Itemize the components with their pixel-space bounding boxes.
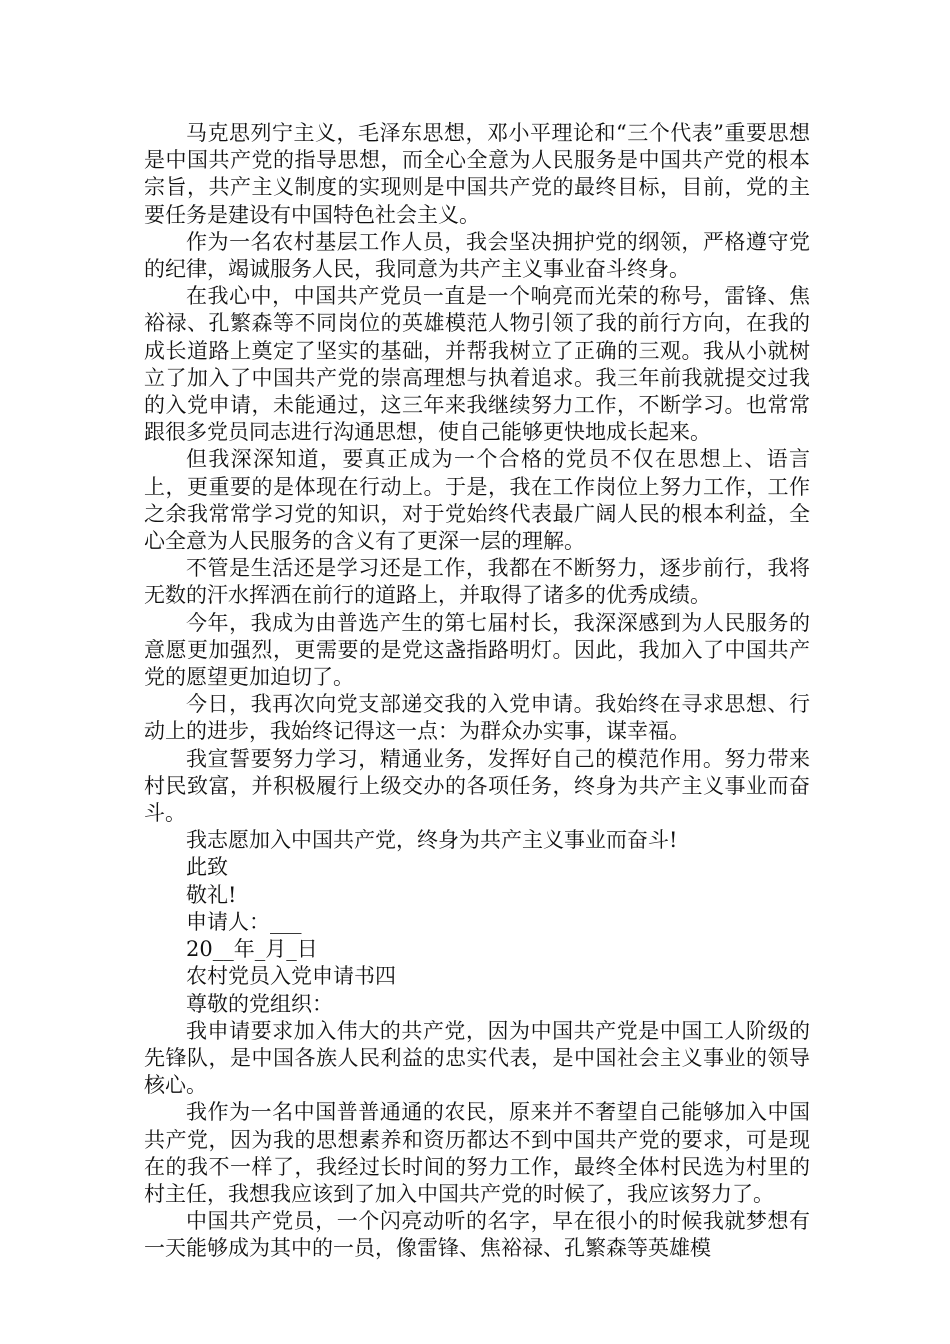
paragraph-submit-application: 今日，我再次向党支部递交我的入党申请。我始终在寻求思想、行动上的进步，我始终记得这一点：为群众办实事，谋幸福。 (144, 692, 810, 744)
paragraph-ordinary-farmer: 我作为一名中国普普通通的农民，原来并不奢望自己能够加入中国共产党，因为我的思想素养和资历都达不到中国共产党的要求，可是现在的我不一样了，我经过长时间的努力工作，最终全体村民选为村里的村主任，我想我应该到了加入中国共产党的时候了，我应该努力了。 (144, 1100, 810, 1206)
paragraph-pledge: 我宣誓要努力学习，精通业务，发挥好自己的模范作用。努力带来村民致富，并积极履行上级交办的各项任务，终身为共产主义事业而奋斗。 (144, 746, 810, 826)
closing-respect: 敬礼! (186, 882, 237, 907)
closing-salutation: 此致 (186, 855, 228, 880)
greeting-line: 尊敬的党组织： (186, 991, 333, 1016)
document-page (144, 120, 810, 1263)
applicant-line: 申请人：___ (186, 909, 302, 934)
date-line: 20__年_月_日 (186, 937, 318, 962)
section-title: 农村党员入党申请书四 (186, 964, 396, 989)
closing-vow: 我志愿加入中国共产党，终身为共产主义事业而奋斗! (186, 828, 678, 853)
paragraph-action: 但我深深知道，要真正成为一个合格的党员不仅在思想上、语言上，更重要的是体现在行动上。于是，我在工作岗位上努力工作，工作之余我常常学习党的知识，对于党始终代表最广阔人民的根本利益，全心全意为人民服务的含义有了更深一层的理解。 (144, 447, 810, 554)
paragraph-effort: 不管是生活还是学习还是工作，我都在不断努力，逐步前行，我将无数的汗水挥洒在前行的道路上，并取得了诸多的优秀成绩。 (144, 556, 810, 608)
paragraph-request-join: 我申请要求加入伟大的共产党，因为中国共产党是中国工人阶级的先锋队，是中国各族人民利益的忠实代表，是中国社会主义事业的领导核心。 (144, 1018, 810, 1098)
paragraph-village-head: 今年，我成为由普选产生的第七届村长，我深深感到为人民服务的意愿更加强烈，更需要的是党这盏指路明灯。因此，我加入了中国共产党的愿望更加迫切了。 (144, 610, 810, 690)
paragraph-support-program: 作为一名农村基层工作人员，我会坚决拥护党的纲领，严格遵守党的纪律，竭诚服务人民，我同意为共产主义事业奋斗终身。 (144, 229, 810, 282)
paragraph-guiding-thought: 马克思列宁主义，毛泽东思想，邓小平理论和“三个代表”重要思想是中国共产党的指导思想，而全心全意为人民服务是中国共产党的根本宗旨，共产主义制度的实现则是中国共产党的最终目标，目前，党的主要任务是建设有中国特色社会主义。 (144, 121, 810, 227)
paragraph-dream: 中国共产党员，一个闪亮动听的名字，早在很小的时候我就梦想有一天能够成为其中的一员，像雷锋、焦裕禄、孔繁森等英雄模 (144, 1209, 810, 1261)
paragraph-in-my-heart: 在我心中，中国共产党员一直是一个响亮而光荣的称号，雷锋、焦裕禄、孔繁森等不同岗位的英雄模范人物引领了我的前行方向，在我的成长道路上奠定了坚实的基础，并帮我树立了正确的三观。我从小就树立了加入了中国共产党的崇高理想与执着追求。我三年前我就提交过我的入党申请，未能通过，这三年来我继续努力工作，不断学习。也常常跟很多党员同志进行沟通思想，使自己能够更快地成长起来。 (144, 284, 810, 445)
